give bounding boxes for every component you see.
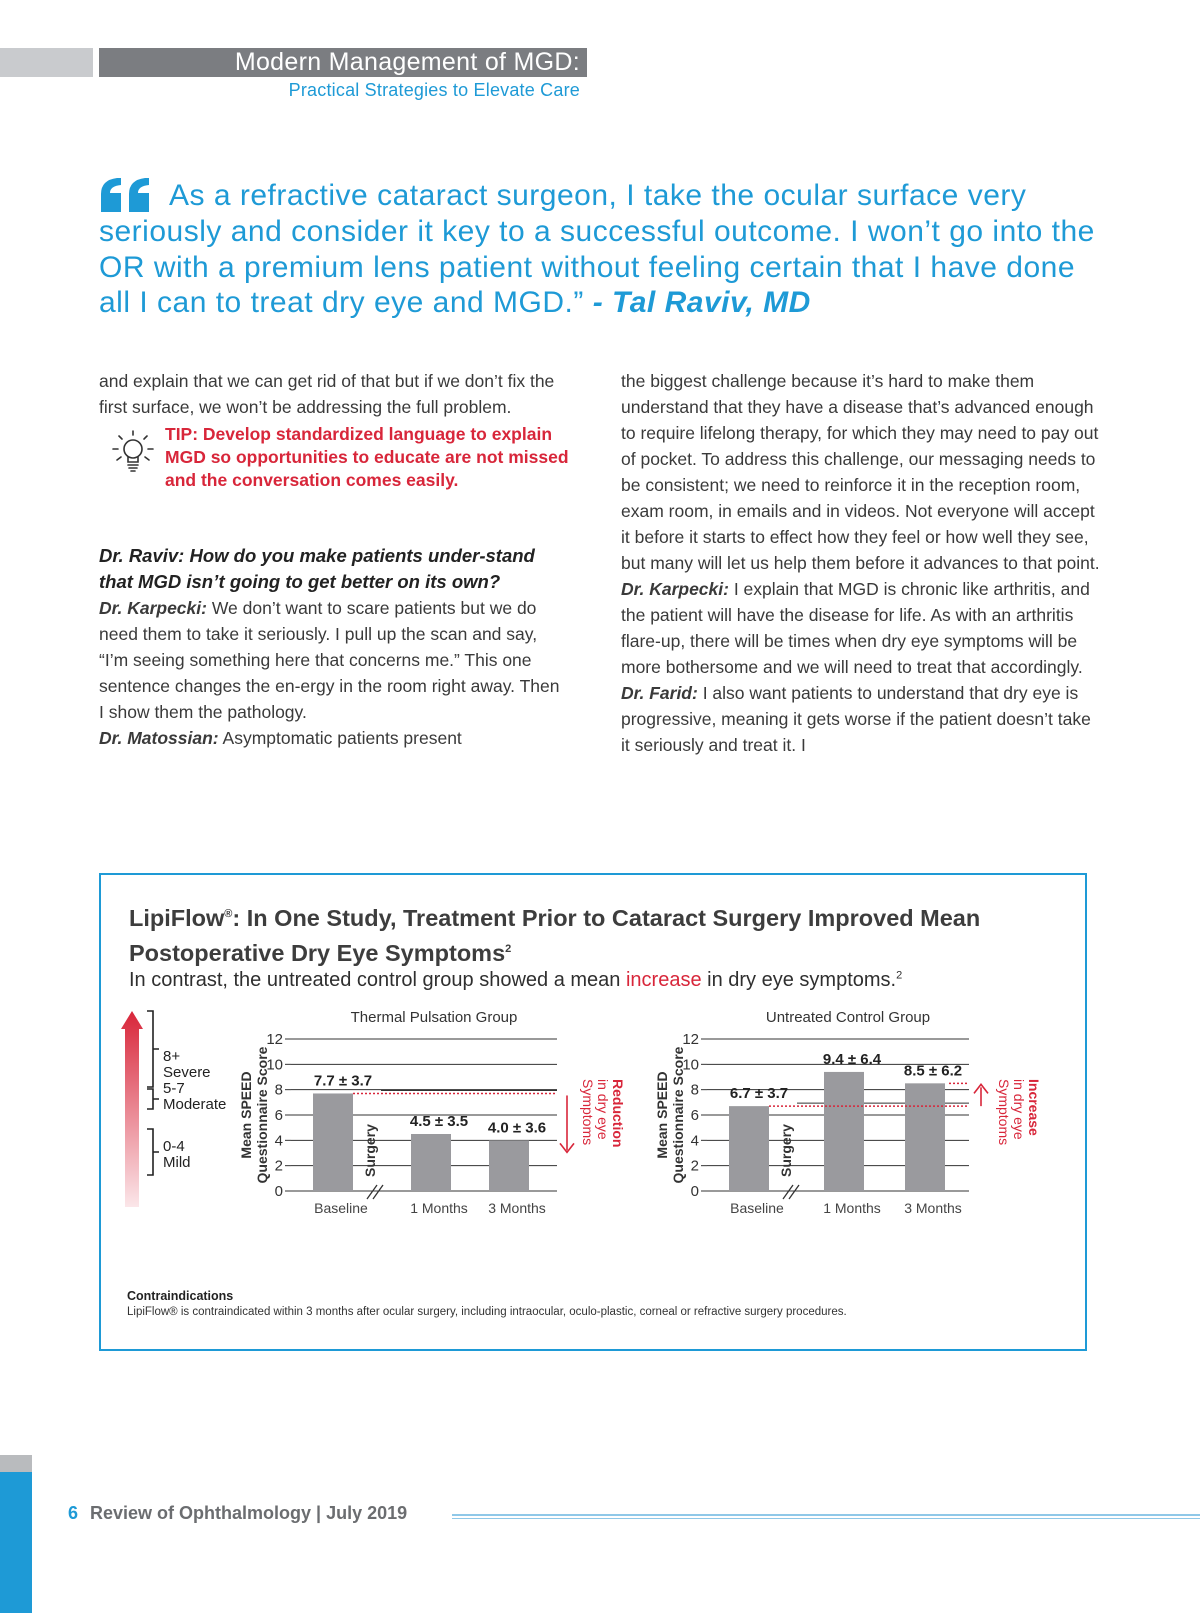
registered-mark: ®	[224, 908, 233, 920]
subtitle-part: In contrast, the untreated control group showed a mean	[129, 969, 626, 991]
paragraph: the biggest challenge because it’s hard to make them understand that they have a disease that’s advanced enough to require lifelong therapy, for which they may need to pay out of pocket. To address this challenge, our messaging needs to be consistent; we need to reinforce it in the reception room, exam room, in emails and in videos. Not everyone will accept it before it starts to effect how they feel or how well they see, but many will let us help them before it advances to that point.	[621, 371, 1100, 573]
header-accent-bar	[0, 48, 93, 77]
issue-date: July 2019	[326, 1503, 408, 1523]
y-tick-label: 12	[682, 1031, 699, 1048]
y-tick-label: 10	[266, 1056, 283, 1074]
tip-callout	[99, 423, 569, 543]
charts-area	[101, 1005, 1085, 1285]
surgery-label: Surgery	[362, 1124, 378, 1177]
severity-label: 0-4	[163, 1138, 185, 1155]
article-column-left	[99, 368, 569, 751]
y-axis-label: Mean SPEED	[238, 1071, 254, 1159]
y-axis-label: Mean SPEED	[654, 1071, 670, 1159]
y-tick-label: 6	[690, 1107, 699, 1124]
page-number: 6	[68, 1503, 79, 1523]
data-label: 8.5 ± 6.2	[903, 1062, 963, 1080]
contraindications-text: LipiFlow® is contraindicated within 3 months after ocular surgery, including intraocular, oculo-plastic, corneal or refractive surgery procedures.	[127, 1306, 847, 1318]
severity-arrow	[121, 1011, 143, 1207]
quote-mark-icon	[99, 176, 161, 214]
paragraph	[621, 680, 1101, 758]
severity-label: 5-7	[163, 1080, 185, 1097]
severity-bracket	[147, 1011, 159, 1087]
speaker-text: Asymptomatic patients present	[218, 728, 462, 748]
y-tick-label: 8	[690, 1081, 699, 1099]
speaker-name: Dr. Matossian:	[99, 728, 219, 748]
data-label: 4.5 ± 3.5	[409, 1113, 469, 1130]
speaker-name: Dr. Farid:	[621, 683, 698, 703]
y-axis-label: Questionnaire Score	[254, 1046, 270, 1184]
severity-bracket	[147, 1089, 159, 1109]
change-annotation-text: Symptoms	[996, 1079, 1012, 1146]
quote-text: As a refractive cataract surgeon, I take the ocular surface very seriously and consider it key to a successful outcome. I won’t go into the OR with a premium lens patient without feeling certain that I have done all I can to treat dry eye and MGD.”	[99, 179, 1095, 319]
footer-rule	[452, 1514, 1200, 1516]
surgery-label: Surgery	[778, 1124, 794, 1177]
quote-author: - Tal Raviv, MD	[583, 286, 811, 319]
chart-box-title	[129, 899, 1059, 969]
y-tick-label: 4	[274, 1132, 283, 1150]
x-tick-label: Baseline	[730, 1200, 784, 1216]
y-tick-label: 0	[274, 1183, 283, 1200]
chart-box-subtitle	[129, 969, 1069, 992]
speaker-text: I also want patients to understand that dry eye is progressive, meaning it gets worse if the patient doesn’t take it seriously and treat it. I	[621, 683, 1091, 755]
bar	[905, 1083, 945, 1191]
speaker-name: Dr. Karpecki:	[99, 598, 207, 618]
x-tick-label: 3 Months	[488, 1200, 546, 1216]
change-annotation-text: Symptoms	[580, 1079, 596, 1146]
tip-text: TIP: Develop standardized language to explain MGD so opportunities to educate are not missed and the conversation comes easily.	[165, 424, 569, 490]
footer-accent-blue	[0, 1472, 32, 1613]
publication-name: Review of Ophthalmology	[90, 1503, 312, 1523]
axis-break-icon	[783, 1185, 799, 1199]
section-title: Modern Management of MGD:	[234, 48, 580, 76]
interview-question: Dr. Raviv: How do you make patients under-stand that MGD isn’t going to get better on its own?	[99, 545, 535, 592]
subtitle-highlight: increase	[625, 969, 702, 991]
y-tick-label: 6	[274, 1107, 283, 1124]
paragraph	[99, 725, 569, 751]
y-tick-label: 12	[266, 1031, 283, 1048]
speaker-text: I explain that MGD is chronic like arthritis, and the patient will have the disease for life. As with an arthritis flare-up, there will be times when dry eye symptoms will be more bothersome and we will need to treat that accordingly.	[621, 579, 1090, 677]
thermal-pulsation-chart	[238, 1009, 626, 1216]
y-tick-label: 2	[274, 1157, 283, 1175]
severity-label: 8+	[163, 1048, 181, 1065]
axis-break-icon	[367, 1185, 383, 1199]
untreated-control-chart	[654, 1009, 1042, 1216]
bar	[729, 1106, 769, 1191]
x-tick-label: 3 Months	[904, 1200, 962, 1216]
contraindications-heading: Contraindications	[127, 1289, 234, 1303]
paragraph: and explain that we can get rid of that but if we don’t fix the first surface, we won’t be addressing the full problem.	[99, 371, 555, 417]
change-annotation-title: Reduction	[610, 1079, 626, 1148]
article-column-right	[621, 368, 1101, 758]
chart-title: Thermal Pulsation Group	[350, 1009, 518, 1026]
x-tick-label: 1 Months	[410, 1200, 468, 1216]
data-label: 6.7 ± 3.7	[729, 1085, 789, 1103]
subtitle-part: in dry eye symptoms.	[701, 969, 897, 991]
speaker-text: We don’t want to scare patients but we do need them to take it seriously. I pull up the scan and say, “I’m seeing something here that concerns me.” This one sentence changes the en-ergy in the room right away. Then I show them the pathology.	[99, 598, 560, 722]
paragraph	[621, 576, 1101, 680]
page-footer	[68, 1503, 407, 1524]
y-tick-label: 0	[690, 1183, 699, 1200]
y-axis-label: Questionnaire Score	[670, 1046, 686, 1184]
section-subtitle: Practical Strategies to Elevate Care	[288, 80, 580, 100]
footer-accent-gray	[0, 1455, 32, 1472]
paragraph	[99, 595, 569, 725]
severity-label: Severe	[163, 1064, 211, 1081]
bar	[411, 1134, 451, 1191]
chart-title: Untreated Control Group	[765, 1009, 931, 1026]
bar	[489, 1140, 529, 1191]
pull-quote	[99, 178, 1099, 321]
severity-label: Moderate	[163, 1096, 227, 1113]
change-annotation-text: in dry eye	[595, 1079, 611, 1140]
severity-bracket	[147, 1129, 159, 1175]
change-annotation-text: in dry eye	[1011, 1079, 1027, 1140]
data-label: 4.0 ± 3.6	[487, 1119, 547, 1137]
change-annotation-title: Increase	[1026, 1079, 1042, 1136]
lightbulb-icon	[111, 429, 155, 481]
reference-number: 2	[896, 969, 903, 982]
title-part: : In One Study, Treatment Prior to Cataract Surgery Improved Mean Postoperative Dry Eye Symptoms	[129, 904, 981, 966]
speaker-name: Dr. Karpecki:	[621, 579, 729, 599]
severity-label: Mild	[163, 1154, 191, 1171]
bar	[313, 1093, 353, 1191]
x-tick-label: 1 Months	[823, 1200, 881, 1216]
data-label: 9.4 ± 6.4	[822, 1050, 882, 1068]
y-tick-label: 2	[690, 1157, 699, 1175]
reference-number: 2	[505, 942, 512, 955]
chart-sidebar	[99, 873, 1087, 1351]
severity-scale	[121, 1011, 226, 1207]
y-tick-label: 8	[274, 1081, 283, 1099]
y-tick-label: 4	[690, 1132, 699, 1150]
title-part: LipiFlow	[129, 904, 225, 931]
bar	[824, 1072, 864, 1191]
footer-separator: |	[311, 1503, 327, 1523]
footer-rule	[452, 1518, 1200, 1519]
x-tick-label: Baseline	[314, 1200, 368, 1216]
data-label: 7.7 ± 3.7	[313, 1072, 373, 1090]
y-tick-label: 10	[682, 1056, 699, 1074]
